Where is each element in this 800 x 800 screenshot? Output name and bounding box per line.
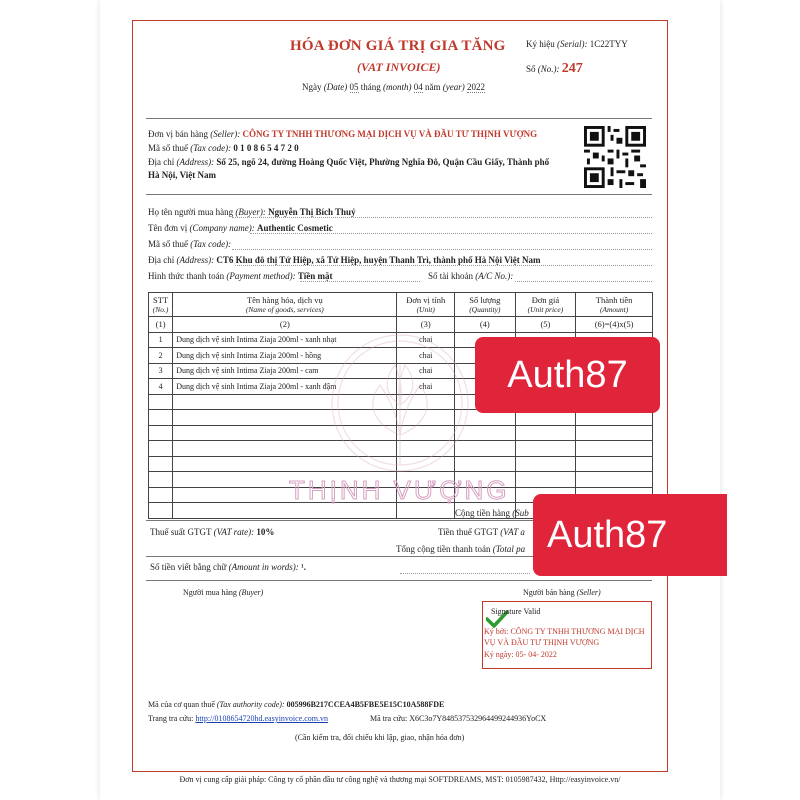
header-cell: Số lượng (Quantity) [455,293,516,317]
row-item-name: Dung dịch vệ sinh Intima Ziaja 200ml - xanh nhạt [173,332,397,348]
lookup-page: Trang tra cứu: http://0108654720hd.easyinvoice.com.vn [148,714,329,723]
seller-address: Địa chỉ (Address): Số 25, ngõ 24, đường Hoàng Quốc Việt, Phường Nghĩa Đô, Quận Cầu Giấy, Thành phố [148,157,550,167]
row-unit: chai [397,363,455,379]
seller-name: Đơn vị bán hàng (Seller): CÔNG TY TNHH THƯƠNG MẠI DỊCH VỤ VÀ ĐẦU TƯ THỊNH VƯỢNG [148,129,538,139]
auth87-badge: Auth87 [475,337,660,413]
signature-valid: Signature Valid [491,607,541,616]
table-row-empty [149,425,653,441]
header-cell: Tên hàng hóa, dịch vụ (Name of goods, services) [173,293,397,317]
dotted-line [250,233,652,234]
index-cell: (5) [515,317,576,333]
index-cell: (3) [397,317,455,333]
seller-address-line2: Hà Nội, Việt Nam [148,170,216,180]
buyer-name: Họ tên người mua hàng (Buyer): Nguyễn Thị Bích Thuỷ [148,207,356,217]
vat-rate: Thuế suất GTGT (VAT rate): 10% [150,527,275,537]
divider [146,118,652,119]
row-no: 2 [149,348,173,364]
index-cell: (6)=(4)x(5) [576,317,653,333]
header-cell: Đơn giá (Unit price) [515,293,576,317]
buyer-tax-code: Mã số thuế (Tax code): [148,239,232,249]
table-index-row [149,317,653,333]
row-no: 3 [149,363,173,379]
row-item-name: Dung dịch vệ sinh Intima Ziaja 200ml - hồng [173,348,397,364]
seller-tax-code: Mã số thuế (Tax code): 0 1 0 8 6 5 4 7 2 0 [148,143,299,153]
invoice-date: Ngày (Date) 05 tháng (month) 04 năm (year) 2022 [302,82,485,92]
auth87-badge-2: Auth87 [533,494,727,576]
index-cell: (4) [455,317,516,333]
table-row-empty [149,441,653,457]
qr-code-icon [584,126,646,188]
dotted-line [232,249,652,250]
header-cell: Thành tiền (Amount) [576,293,653,317]
signed-date: Ký ngày: 05- 04- 2022 [484,650,557,659]
row-item-name: Dung dịch vệ sinh Intima Ziaja 200ml - xanh đậm [173,379,397,395]
dotted-line [515,281,652,282]
lookup-code: Mã tra cứu: X6C3o7Y848537532964499244936YoCX [370,714,547,723]
invoice-title: HÓA ĐƠN GIÁ TRỊ GIA TĂNG [290,38,506,54]
divider [146,194,652,195]
row-unit: chai [397,379,455,395]
invoice-number: Số (No.): 247 [526,61,583,76]
row-no: 4 [149,379,173,395]
dotted-line [232,217,652,218]
vat-amount: Tiền thuế GTGT (VAT a [438,527,525,537]
signed-by: Ký bởi: CÔNG TY TNHH THƯƠNG MẠI DỊCH VỤ VÀ ĐẦU TƯ THỊNH VƯỢNG [484,627,645,647]
header-cell: Đơn vị tính (Unit) [397,293,455,317]
tax-authority-code: Mã của cơ quan thuế (Tax authority code): 005996B217CCEA4B5FBE5E15C10A588FDE [148,700,445,709]
row-unit: chai [397,332,455,348]
amount-in-words: Số tiền viết bằng chữ (Amount in words): ¹. [150,562,306,572]
index-cell: (1) [149,317,173,333]
check-note: (Cần kiểm tra, đối chiếu khi lập, giao, nhận hóa đơn) [295,733,465,742]
payment-method: Hình thức thanh toán (Payment method): Tiền mặt [148,271,333,281]
table-header-row [149,293,653,317]
row-item-name: Dung dịch vệ sinh Intima Ziaja 200ml - cam [173,363,397,379]
account-number: Số tài khoản (A/C No.): [428,271,514,281]
watermark-text: THỊNH VƯỢNG [289,475,510,505]
buyer-address: Địa chỉ (Address): CT6 Khu đô thị Tứ Hiệp, xã Tứ Hiệp, huyện Thanh Trì, thành phố Hà Nội Việt Nam [148,255,541,265]
row-unit: chai [397,348,455,364]
row-no: 1 [149,332,173,348]
dotted-line [235,265,652,266]
divider [146,580,652,581]
lookup-url-link[interactable]: http://0108654720hd.easyinvoice.com.vn [195,714,329,723]
invoice-subtitle: (VAT INVOICE) [357,60,441,74]
provider-footer: Đơn vị cung cấp giải pháp: Công ty cổ phần đầu tư công nghệ và thương mại SOFTDREAMS, MST: 0105987432, Http://easyinvoice.vn/ [179,775,621,784]
index-cell: (2) [173,317,397,333]
subtotal: Cộng tiền hàng (Sub [455,508,529,518]
buyer-company: Tên đơn vị (Company name): Authentic Cosmetic [148,223,333,233]
grand-total: Tổng cộng tiền thanh toán (Total pa [396,544,526,554]
serial: Ký hiệu (Serial): 1C22TYY [526,39,628,49]
buyer-signature-label: Người mua hàng (Buyer) [183,588,264,597]
seller-signature-label: Người bán hàng (Seller) [523,588,601,597]
header-cell: STT (No.) [149,293,173,317]
dotted-line [400,573,530,574]
table-row-empty [149,456,653,472]
dotted-line [300,281,420,282]
